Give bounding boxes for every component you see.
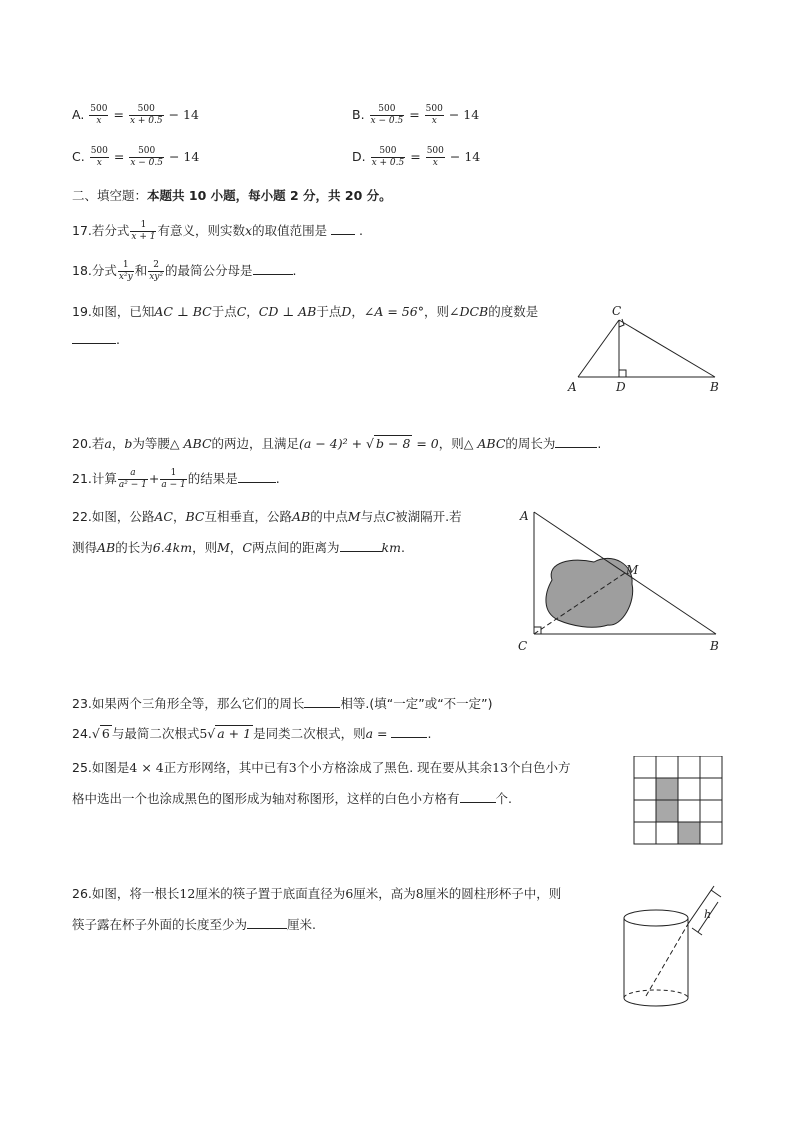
question-19-blank-line: . bbox=[72, 332, 120, 347]
question-20: 20.若a，b为等腰△ ABC的两边，且满足(a − 4)² + √ b − 8 = 0，则△ ABC的周长为 . bbox=[72, 436, 602, 451]
label-h: h bbox=[704, 908, 712, 921]
section-heading: 二、填空题：本题共 10 小题，每小题 2 分，共 20 分。 bbox=[72, 188, 392, 203]
label-d: D bbox=[616, 380, 626, 394]
label-b: B bbox=[710, 380, 719, 394]
option-a[interactable]: A. $\frac{500}{x}$ = $\frac{500}{x + 0.5}$ − 14 bbox=[72, 104, 199, 126]
cup-bottom-back bbox=[624, 990, 688, 998]
grid-figure-25 bbox=[632, 756, 724, 846]
fraction: $\frac{500}{x - 0.5}$ bbox=[370, 104, 404, 126]
question-22-line-1: 22.如图，公路AC，BC互相垂直，公路AB的中点M与点C被湖隔开.若 bbox=[72, 509, 462, 524]
answer-blank[interactable] bbox=[340, 540, 382, 552]
fraction: $\frac{1}{x + 1}$ bbox=[131, 220, 156, 242]
shaded-cell bbox=[656, 778, 678, 800]
shaded-cell bbox=[656, 800, 678, 822]
fraction: $\frac{1}{\text{x²y}}$ bbox=[118, 260, 133, 282]
lake-shape bbox=[546, 558, 633, 627]
label-m: M bbox=[626, 563, 639, 577]
question-23: 23.如果两个三角形全等，那么它们的周长 相等.(填“一定”或“不一定”) bbox=[72, 696, 493, 711]
answer-blank[interactable] bbox=[253, 263, 293, 275]
triangle-figure-19 bbox=[560, 300, 730, 400]
option-b[interactable]: B. $\frac{500}{x - 0.5}$ = $\frac{500}{x}$ − 14 bbox=[352, 104, 480, 126]
cup-top-ellipse bbox=[624, 910, 688, 926]
fraction: $\frac{2}{\text{xy²}}$ bbox=[149, 260, 163, 282]
segment-bc bbox=[619, 320, 715, 377]
segment-ac bbox=[578, 320, 619, 377]
dimension-tick bbox=[711, 890, 721, 897]
question-25-line-2: 格中选出一个也涂成黑色的图形成为轴对称图形，这样的白色小方格有 个. bbox=[72, 791, 512, 806]
answer-blank[interactable] bbox=[304, 696, 340, 708]
fraction: $\frac{500}{x + 0.5}$ bbox=[371, 146, 405, 168]
option-c[interactable]: C. $\frac{500}{x}$ = $\frac{500}{x - 0.5}$ − 14 bbox=[72, 146, 200, 168]
question-26-line-2: 筷子露在杯子外面的长度至少为 厘米. bbox=[72, 917, 316, 932]
fraction: $\frac{1}{a - 1}$ bbox=[161, 468, 186, 490]
chopstick-inside bbox=[646, 924, 688, 996]
shaded-cell bbox=[678, 822, 700, 844]
question-22-line-2: 测得AB的长为6.4km，则M，C两点间的距离为 km. bbox=[72, 540, 405, 555]
label-b: B bbox=[710, 639, 719, 653]
fraction: $\frac{500}{x + 0.5}$ bbox=[129, 104, 163, 126]
question-26-line-1: 26.如图，将一根长12厘米的筷子置于底面直径为6厘米，高为8厘米的圆柱形杯子中，则 bbox=[72, 886, 562, 901]
question-18: 18.分式 $\frac{1}{\text{x²y}}$ 和 $\frac{2}{\text{xy²}}$ 的最简公分母是 . bbox=[72, 260, 297, 282]
option-d[interactable]: D. $\frac{500}{x + 0.5}$ = $\frac{500}{x}$ − 14 bbox=[352, 146, 481, 168]
cup-bottom-front bbox=[624, 998, 688, 1006]
answer-blank[interactable] bbox=[72, 332, 116, 344]
lake-figure-22 bbox=[512, 502, 732, 662]
answer-blank[interactable] bbox=[331, 223, 355, 235]
grid-lines bbox=[634, 756, 722, 844]
answer-blank[interactable] bbox=[460, 791, 496, 803]
label-c: C bbox=[612, 304, 622, 318]
fraction: $\frac{500}{x}$ bbox=[90, 104, 108, 126]
label-a: A bbox=[520, 509, 529, 523]
question-24: 24.√ 6 与最简二次根式5√ a + 1 是同类二次根式，则a = . bbox=[72, 726, 432, 741]
cup-figure-26 bbox=[618, 880, 728, 1010]
answer-blank[interactable] bbox=[555, 436, 597, 448]
fraction: $\frac{500}{x}$ bbox=[426, 146, 444, 168]
fraction: $\frac{500}{x}$ bbox=[425, 104, 443, 126]
question-21: 21.计算 $\frac{a}{\text{a² − 1}}$ + $\frac{1}{a - 1}$ 的结果是 . bbox=[72, 468, 280, 490]
label-c: C bbox=[518, 639, 528, 653]
question-19: 19.如图，已知AC ⊥ BC于点C，CD ⊥ AB于点D，∠A = 56°，则∠DCB的度数是 bbox=[72, 304, 539, 319]
right-angle-mark bbox=[619, 370, 626, 377]
fraction: $\frac{500}{x - 0.5}$ bbox=[130, 146, 163, 168]
answer-blank[interactable] bbox=[247, 917, 287, 929]
answer-blank[interactable] bbox=[238, 471, 276, 483]
fraction: $\frac{500}{x}$ bbox=[90, 146, 108, 168]
question-25-line-1: 25.如图是4 × 4正方形网络，其中已有3个小方格涂成了黑色. 现在要从其余13个白色小方 bbox=[72, 760, 571, 775]
question-17: 17.若分式 $\frac{1}{x + 1}$ 有意义，则实数x的取值范围是 . bbox=[72, 220, 364, 242]
label-a: A bbox=[568, 380, 577, 394]
fraction: $\frac{a}{\text{a² − 1}}$ bbox=[118, 468, 147, 490]
answer-blank[interactable] bbox=[391, 726, 427, 738]
